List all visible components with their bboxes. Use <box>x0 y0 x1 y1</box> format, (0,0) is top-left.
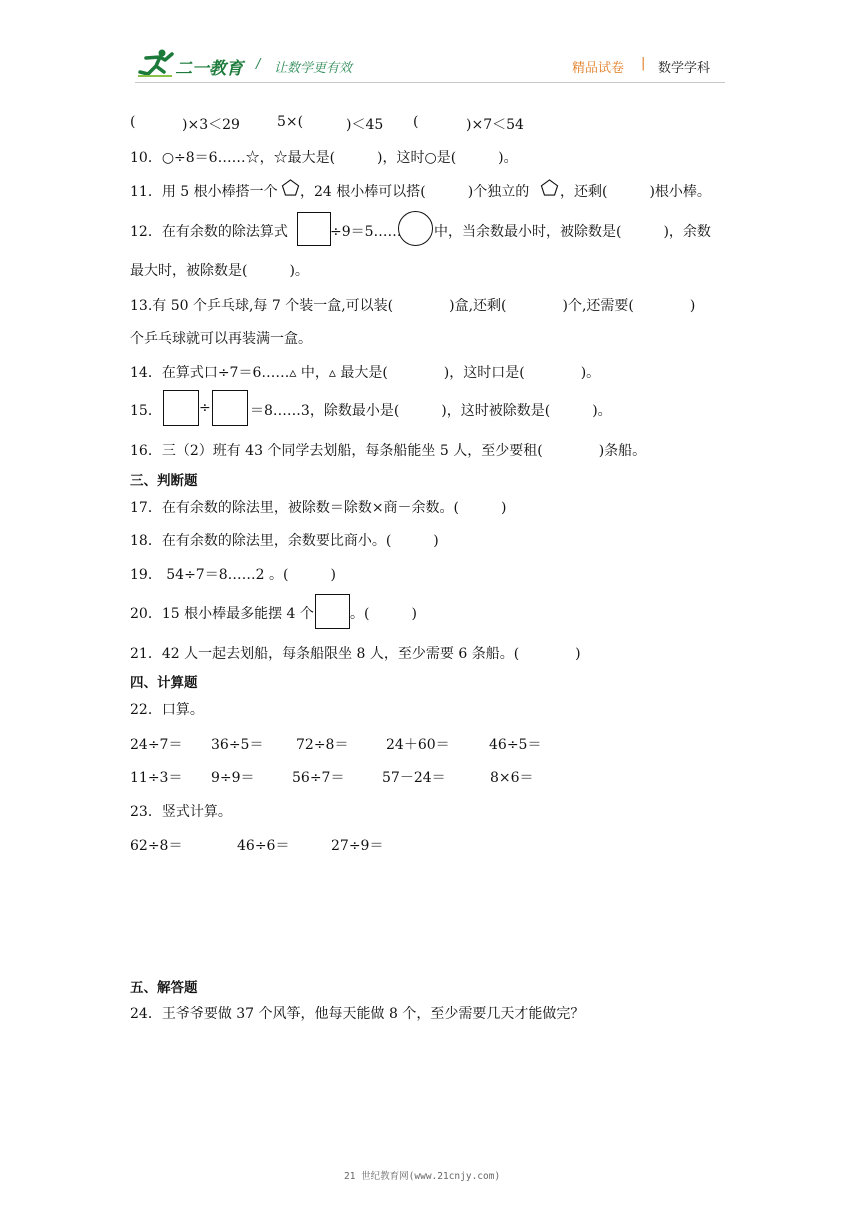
q9-a-open: ( <box>130 114 136 130</box>
oral-item: 36÷5＝ <box>211 737 264 753</box>
q13-line1: 13.有 50 个乒乓球,每 7 个装一盒,可以装( )盒,还剩( )个,还需要( ) <box>130 298 696 314</box>
header-slogan: 让数学更有效 <box>274 61 353 76</box>
q12-part3: 中，当余数最小时，被除数是( )，余数 <box>434 224 711 240</box>
oral-item: 56÷7＝ <box>292 770 345 786</box>
header-label-subject: 数学学科 <box>658 61 711 76</box>
pentagon-icon <box>281 178 300 197</box>
vertical-item: 62÷8＝ <box>130 838 183 854</box>
oral-item: 72÷8＝ <box>296 737 349 753</box>
q9-b-open: 5×( <box>277 114 304 130</box>
blank-box <box>163 390 199 426</box>
question-14: 14．在算式口÷7＝6……▵ 中，▵ 最大是( )，这时口是( )。 <box>130 365 601 381</box>
oral-item: 11÷3＝ <box>130 770 183 786</box>
oral-item: 9÷9＝ <box>211 770 255 786</box>
q11-part2: ，24 根小棒可以搭( )个独立的 <box>300 184 530 200</box>
q9-c-rest: )×7＜54 <box>466 117 524 133</box>
pentagon-icon <box>540 178 559 197</box>
header-label-premium: 精品试卷 <box>572 61 625 76</box>
question-24: 24．王爷爷要做 37 个风筝，他每天能做 8 个，至少需要几天才能做完？ <box>130 1006 585 1022</box>
q13-line2: 个乒乓球就可以再装满一盒。 <box>130 331 312 347</box>
q11-part3: ，还剩( )根小棒。 <box>560 184 711 200</box>
blank-box <box>297 212 331 246</box>
question-19: 19． 54÷7＝8……2 。( ) <box>130 567 336 583</box>
question-23: 23．竖式计算。 <box>130 804 232 820</box>
q15-divide: ÷ <box>199 400 211 416</box>
logo-text: 二一教育 <box>175 59 243 79</box>
q12-part2: ÷9＝5…… <box>330 224 402 240</box>
oral-item: 24÷7＝ <box>130 737 183 753</box>
q11-part1: 11．用 5 根小棒搭一个 <box>130 184 278 200</box>
question-16: 16．三（2）班有 43 个同学去划船，每条船能坐 5 人，至少要租( )条船。 <box>130 443 647 459</box>
oral-item: 46÷5＝ <box>489 737 542 753</box>
question-21: 21．42 人一起去划船，每条船限坐 8 人，至少需要 6 条船。( ) <box>130 646 581 662</box>
section-title-word-problems: 五、解答题 <box>130 980 198 996</box>
q20-part2: 。( ) <box>350 606 417 622</box>
q9-a-rest: )×3＜29 <box>182 117 240 133</box>
q15-number: 15． <box>130 403 162 419</box>
vertical-item: 46÷6＝ <box>237 838 290 854</box>
q12-part1: 12．在有余数的除法算式 <box>130 224 288 240</box>
header-rule <box>135 82 725 83</box>
question-22: 22．口算。 <box>130 702 204 718</box>
blank-box <box>315 594 350 629</box>
q9-b-rest: )＜45 <box>346 117 384 133</box>
q20-part1: 20．15 根小棒最多能摆 4 个 <box>130 606 314 622</box>
question-18: 18．在有余数的除法里，余数要比商小。( ) <box>130 533 439 549</box>
oral-item: 8×6＝ <box>490 770 534 786</box>
blank-box <box>212 390 248 426</box>
question-17: 17．在有余数的除法里，被除数＝除数×商－余数。( ) <box>130 500 507 516</box>
q15-rest: ＝8……3，除数最小是( )，这时被除数是( )。 <box>250 403 612 419</box>
section-title-judgement: 三、判断题 <box>130 473 198 489</box>
oral-item: 24＋60＝ <box>386 737 450 753</box>
question-10: 10．○÷8＝6……☆，☆最大是( )，这时○是( )。 <box>130 150 518 166</box>
blank-circle <box>398 211 433 246</box>
section-title-calculation: 四、计算题 <box>130 675 198 691</box>
runner-logo-icon <box>136 48 176 78</box>
oral-item: 57－24＝ <box>382 770 446 786</box>
page-footer: 21 世纪教育网(www.21cnjy.com) <box>344 1171 501 1182</box>
header-slash: / <box>256 57 261 72</box>
q12-line2: 最大时，被除数是( )。 <box>130 263 309 279</box>
header-divider: | <box>641 56 646 71</box>
vertical-item: 27÷9＝ <box>331 838 384 854</box>
q9-c-open: ( <box>413 114 419 130</box>
